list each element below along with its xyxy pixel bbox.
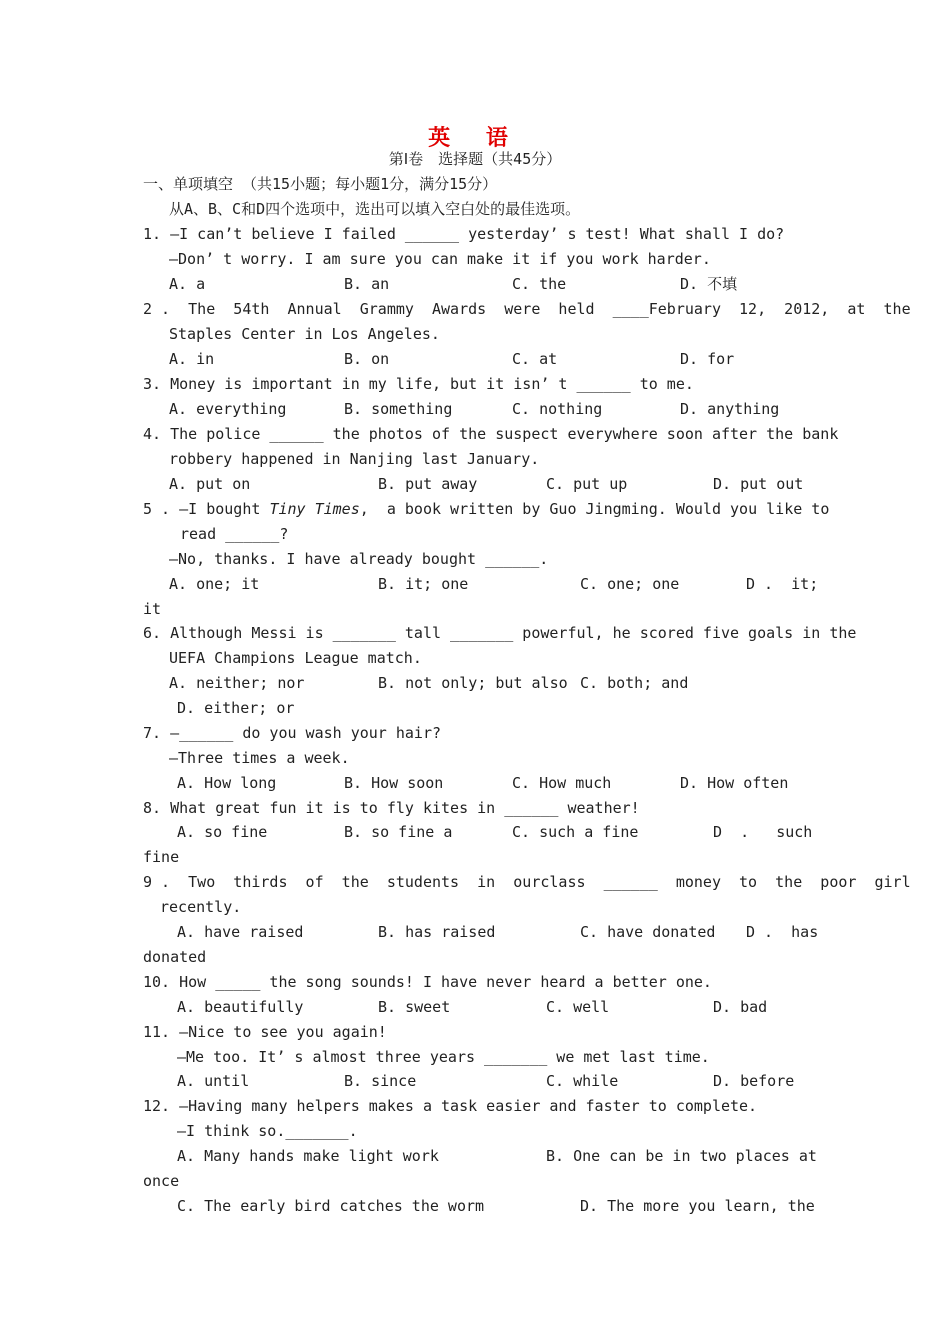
q8-option-a: A. so fine [177, 823, 268, 841]
q5-option-c: C. one; one [580, 575, 680, 593]
q6-option-d: D. either; or [177, 699, 295, 717]
q9-option-a: A. have raised [177, 923, 304, 941]
q8-option-b: B. so fine a [344, 823, 453, 841]
q9-option-c: C. have donated [580, 923, 716, 941]
q1-option-a: A. a [169, 275, 206, 293]
q12-option-a: A. Many hands make light work [177, 1147, 439, 1165]
section-instruction: 从A、B、C和D四个选项中，选出可以填入空白处的最佳选项。 [169, 200, 581, 218]
q8-option-d-wrap: fine [143, 848, 180, 866]
q10-option-a: A. beautifully [177, 998, 304, 1016]
question-5-line-2: read ______? [180, 525, 289, 543]
q3-option-a: A. everything [169, 400, 287, 418]
q9-option-b: B. has raised [378, 923, 496, 941]
q10-option-c: C. well [546, 998, 610, 1016]
q4-option-c: C. put up [546, 475, 628, 493]
question-5-suffix: , a book written by Guo Jingming. Would you like to [359, 500, 830, 518]
question-4-line-2: robbery happened in Nanjing last January. [169, 450, 540, 468]
question-1-line-1: 1. —I can’t believe I failed ______ yesterday’ s test! What shall I do? [143, 225, 785, 243]
q12-option-b-wrap: once [143, 1172, 180, 1190]
q6-option-b: B. not only; but also [378, 674, 568, 692]
q12-option-d: D. The more you learn, the [580, 1197, 815, 1215]
q1-option-b: B. an [344, 275, 390, 293]
q11-option-a: A. until [177, 1072, 250, 1090]
question-12-line-1: 12. —Having many helpers makes a task easier and faster to complete. [143, 1097, 758, 1115]
question-11-line-2: —Me too. It’ s almost three years _______ we met last time. [177, 1048, 710, 1066]
q9-option-d-wrap: donated [143, 948, 207, 966]
question-1-line-2: —Don’ t worry. I am sure you can make it if you work harder. [169, 250, 711, 268]
q1-option-c: C. the [512, 275, 567, 293]
question-6-line-2: UEFA Champions League match. [169, 649, 422, 667]
q11-option-b: B. since [344, 1072, 417, 1090]
question-3-line-1: 3. Money is important in my life, but it isn’ t ______ to me. [143, 375, 694, 393]
q7-option-d: D. How often [680, 774, 789, 792]
part-heading: 第Ⅰ卷 选择题（共45分） [388, 150, 562, 168]
q4-option-b: B. put away [378, 475, 478, 493]
q7-option-c: C. How much [512, 774, 612, 792]
q7-option-b: B. How soon [344, 774, 444, 792]
q8-option-c: C. such a fine [512, 823, 639, 841]
q12-option-c: C. The early bird catches the worm [177, 1197, 485, 1215]
question-10-line-1: 10. How _____ the song sounds! I have never heard a better one. [143, 973, 712, 991]
question-5-line-1 [143, 499, 829, 519]
q11-option-d: D. before [713, 1072, 795, 1090]
question-9-line-2: recently. [160, 898, 242, 916]
q6-option-c: C. both; and [580, 674, 689, 692]
q12-option-b: B. One can be in two places at [546, 1147, 817, 1165]
q10-option-d: D. bad [713, 998, 768, 1016]
q5-option-d: D . it; [746, 575, 819, 593]
q1-option-d: D. 不填 [680, 275, 738, 293]
q5-option-a: A. one; it [169, 575, 260, 593]
q2-option-b: B. on [344, 350, 390, 368]
q5-option-d-wrap: it [143, 600, 162, 618]
question-7-line-2: —Three times a week. [169, 749, 350, 767]
question-11-line-1: 11. —Nice to see you again! [143, 1023, 387, 1041]
q8-option-d: D . such [713, 823, 813, 841]
q2-option-d: D. for [680, 350, 735, 368]
question-5-line-3: —No, thanks. I have already bought ______. [169, 550, 549, 568]
section-heading: 一、单项填空 （共15小题；每小题1分，满分15分） [143, 175, 498, 193]
q10-option-b: B. sweet [378, 998, 451, 1016]
q7-option-a: A. How long [177, 774, 277, 792]
question-4-line-1: 4. The police ______ the photos of the suspect everywhere soon after the bank [143, 425, 839, 443]
question-7-line-1: 7. —______ do you wash your hair? [143, 724, 442, 742]
q3-option-b: B. something [344, 400, 453, 418]
q2-option-c: C. at [512, 350, 558, 368]
question-2-line-2: Staples Center in Los Angeles. [169, 325, 440, 343]
question-2-line-1: 2 . The 54th Annual Grammy Awards were held ____February 12, 2012, at the [143, 300, 911, 318]
q4-option-d: D. put out [713, 475, 804, 493]
q2-option-a: A. in [169, 350, 215, 368]
question-12-line-2: —I think so._______. [177, 1122, 358, 1140]
q3-option-d: D. anything [680, 400, 780, 418]
q6-option-a: A. neither; nor [169, 674, 305, 692]
book-title: Tiny Times [269, 500, 360, 518]
q9-option-d: D . has [746, 923, 819, 941]
question-6-line-1: 6. Although Messi is _______ tall _______ powerful, he scored five goals in the [143, 624, 857, 642]
q3-option-c: C. nothing [512, 400, 603, 418]
q4-option-a: A. put on [169, 475, 251, 493]
question-8-line-1: 8. What great fun it is to fly kites in ______ weather! [143, 799, 640, 817]
question-5-prefix: 5 . —I bought [143, 500, 270, 518]
page-title: 英 语 [428, 125, 522, 151]
q11-option-c: C. while [546, 1072, 619, 1090]
q5-option-b: B. it; one [378, 575, 469, 593]
question-9-line-1: 9 . Two thirds of the students in ourclass ______ money to the poor girl [143, 873, 911, 891]
